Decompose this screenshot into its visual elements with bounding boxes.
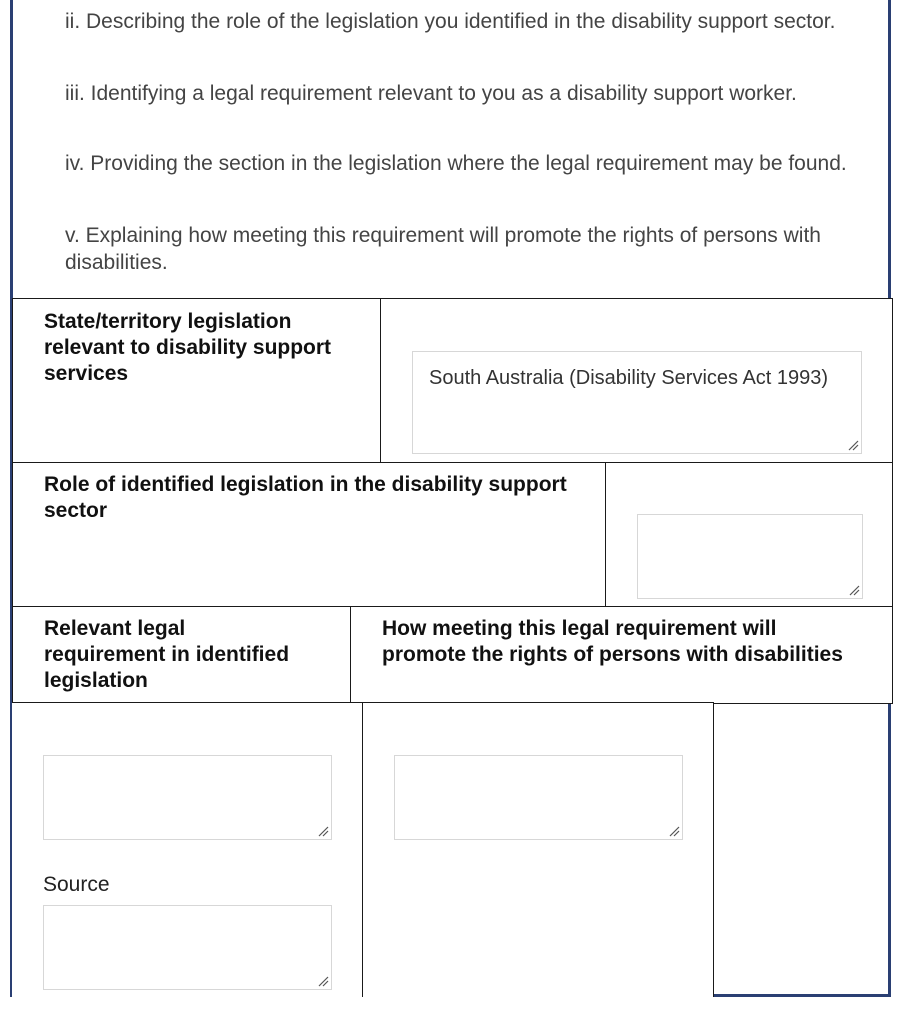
- promote-rights-label: How meeting this legal requirement will promote the rights of persons with disabilities: [382, 617, 843, 666]
- source-textarea[interactable]: [43, 905, 332, 990]
- role-legislation-label-cell: [12, 462, 607, 608]
- instruction-item-iv: iv. Providing the section in the legislation where the legal requirement may be found.: [65, 152, 847, 175]
- state-legislation-input-cell: [380, 298, 893, 464]
- resize-handle-icon[interactable]: [668, 825, 680, 837]
- promote-rights-input-cell: [362, 702, 714, 997]
- role-legislation-input-cell: [605, 462, 893, 608]
- resize-handle-icon[interactable]: [848, 584, 860, 596]
- role-legislation-label: Role of identified legislation in the disability support sector: [44, 473, 567, 522]
- instruction-item-ii: ii. Describing the role of the legislation you identified in the disability support sector.: [65, 10, 836, 33]
- legal-requirement-textarea[interactable]: [43, 755, 332, 840]
- state-legislation-label-cell: [12, 298, 382, 464]
- promote-rights-label-cell: [350, 606, 893, 704]
- instruction-item-v: v. Explaining how meeting this requirement will promote the rights of persons with disabilities.: [65, 224, 821, 274]
- legal-requirement-input-cell: [12, 702, 364, 997]
- role-legislation-textarea[interactable]: [637, 514, 863, 599]
- state-legislation-label: State/territory legislation relevant to disability support services: [44, 310, 332, 385]
- instruction-item-iii: iii. Identifying a legal requirement relevant to you as a disability support worker.: [65, 82, 797, 105]
- legal-requirement-label-cell: [12, 606, 352, 704]
- resize-handle-icon[interactable]: [317, 975, 329, 987]
- resize-handle-icon[interactable]: [847, 439, 859, 451]
- promote-rights-textarea[interactable]: [394, 755, 683, 840]
- resize-handle-icon[interactable]: [317, 825, 329, 837]
- state-legislation-textarea[interactable]: [412, 351, 862, 454]
- source-label: Source: [43, 873, 110, 896]
- legal-requirement-label: Relevant legal requirement in identified legislation: [44, 617, 290, 692]
- state-legislation-value: South Australia (Disability Services Act 1993): [429, 367, 829, 389]
